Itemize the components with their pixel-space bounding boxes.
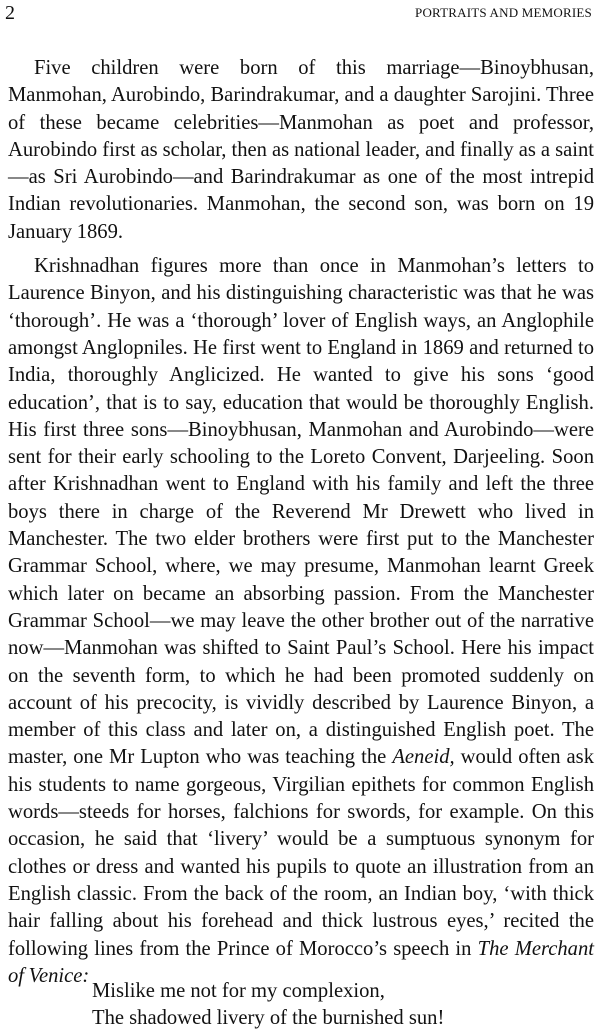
paragraph-2-text-a: Krishnadhan figures more than once in Manmohan’s letters to Laurence Binyon, and his distinguishing characteristic was that he was ‘thorough’. He was a ‘thorough’ lover of English ways, an Anglophile amongst Anglopniles. He first went to England in 1869 and returned to India, thoroughly Anglicized. He wanted to give his sons ‘good education’, that is to say, education that would be thoroughly English. His first three sons—Binoybhusan, Manmohan and Aurobindo—were sent for their early schooling to the Loreto Convent, Darjeeling. Soon after Krishnadhan went to England with his family and left the three boys there in charge of the Reverend Mr Drewett who lived in Manchester. The two elder brothers were first put to the Manchester Grammar School, where, we may presume, Manmohan learnt Greek which later on became an absorbing passion. From the Manchester Grammar School—we may leave the other brother out of the narrative now—Manmohan was shifted to Saint Paul’s School. Here his impact on the seventh form, to which he had been promoted suddenly on account of his precocity, is vividly described by Laurence Binyon, a member of this class and later on, a distinguished English poet. The master, one Mr Lupton who was teaching the	[8, 255, 594, 769]
quote-line-1: Mislike me not for my complexion,	[92, 980, 385, 1002]
paragraph-2-text-b: would often ask his students to name gorgeous, Virgilian epithets for common English words—steeds for horses, falchions for swords, for example. On this occasion, he said that ‘livery’ would be a sumptuous synonym for clothes or dress and wanted his pupils to quote an illustration from an English classic. From the back of the room, an Indian boy, ‘with thick hair falling about his forehead and thick lustrous eyes,’ recited the following lines from the Prince of Morocco’s speech in	[8, 746, 594, 960]
merchant-of-venice-title: The Merchant of Venice:	[8, 937, 594, 987]
page-body	[8, 55, 594, 997]
verse-quotation	[92, 978, 444, 1033]
paragraph-1: Five children were born of this marriage—Binoybhusan, Manmohan, Aurobindo, Barindrakumar, and a daughter Sarojini. Three of these became celebrities—Manmohan as poet and professor, Aurobindo first as scholar, then as national leader, and finally as a saint—as Sri Aurobindo—and Barindrakumar as one of the most intrepid Indian revolutionaries. Manmohan, the second son, was born on 19 January 1869.	[8, 57, 594, 243]
page-number: 2	[5, 2, 15, 24]
paragraph-2	[8, 253, 594, 990]
running-title: PORTRAITS AND MEMORIES	[415, 5, 592, 20]
page-header	[5, 2, 592, 24]
aeneid-title: Aeneid,	[392, 746, 455, 769]
quote-line-2: The shadowed livery of the burnished sun!	[92, 1007, 445, 1030]
